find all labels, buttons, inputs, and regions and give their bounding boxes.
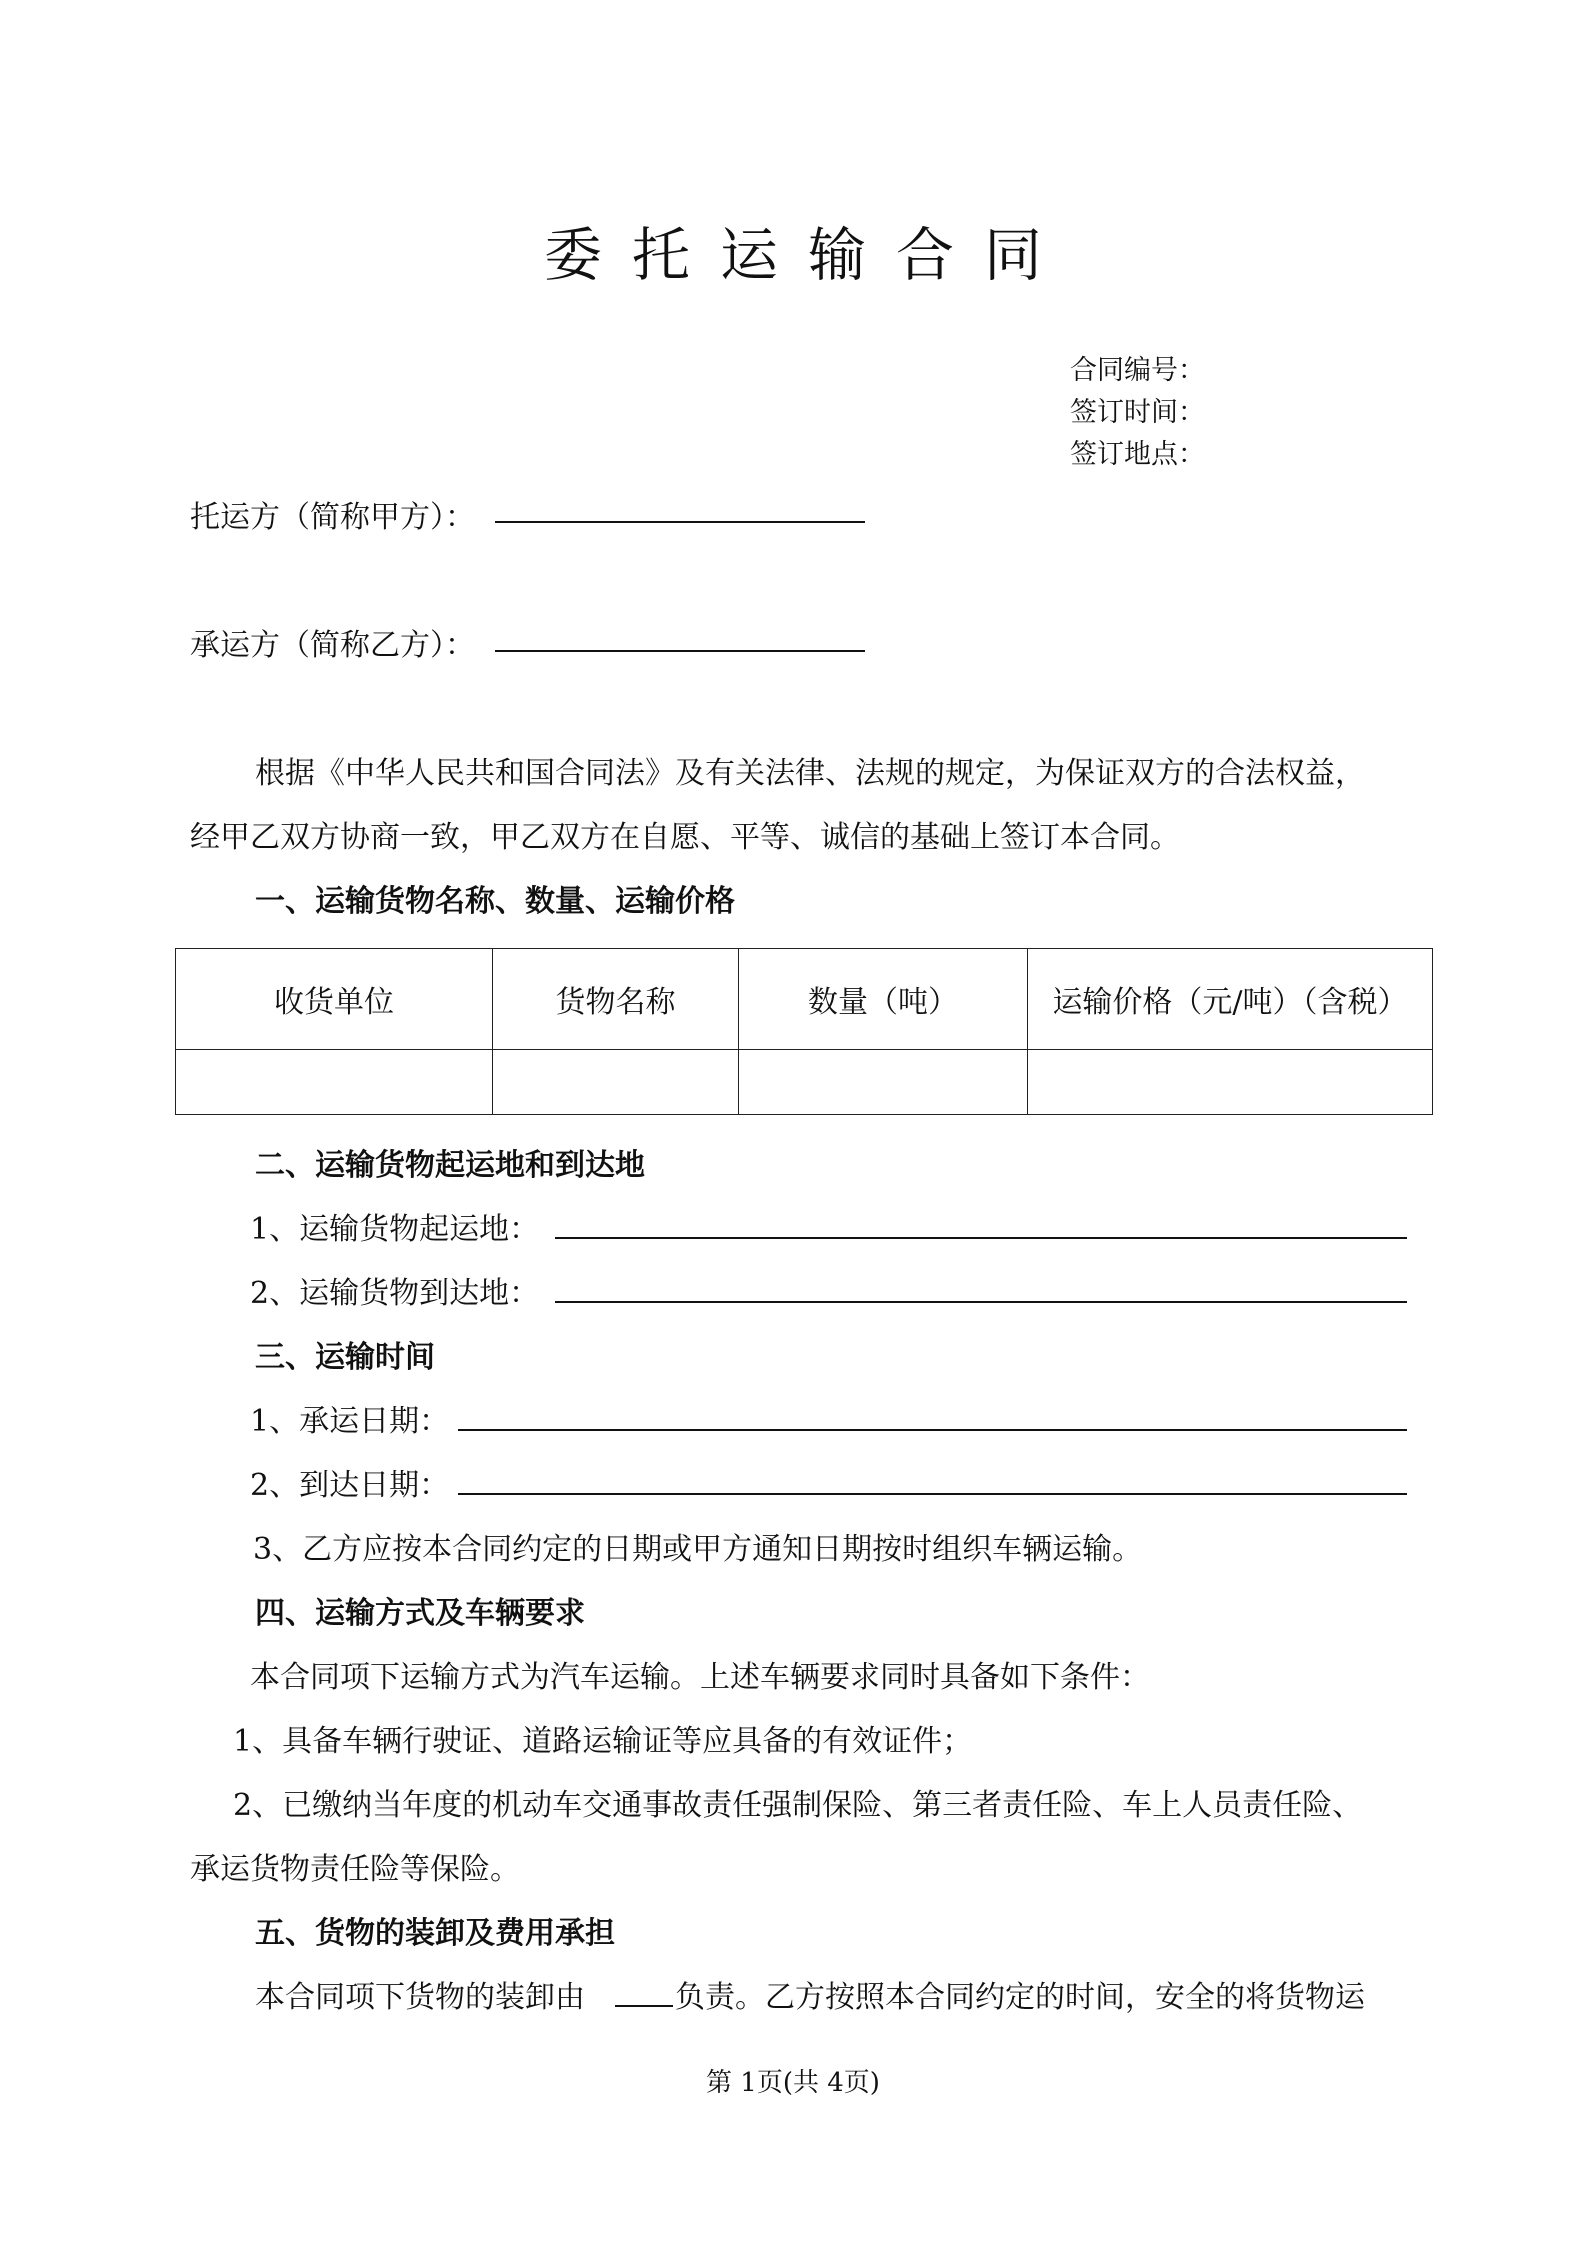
signing-date-label: 签订时间：	[1070, 397, 1205, 428]
header-price: 运输价格（元/吨）（含税）	[1028, 949, 1433, 1050]
cell-goods-name[interactable]	[493, 1050, 739, 1115]
section-1-heading: 一、运输货物名称、数量、运输价格	[255, 884, 735, 919]
page-number: 第 1页(共 4页)	[706, 2068, 880, 2098]
intro-paragraph-line2: 经甲乙双方协商一致，甲乙双方在自愿、平等、诚信的基础上签订本合同。	[190, 820, 1180, 855]
destination-label: 2、运输货物到达地：	[250, 1276, 540, 1311]
cell-price[interactable]	[1028, 1050, 1433, 1115]
intro-paragraph-line1: 根据《中华人民共和国合同法》及有关法律、法规的规定，为保证双方的合法权益，	[255, 756, 1365, 791]
section-5-text-b: 负责。乙方按照本合同约定的时间，安全的将货物运	[675, 1980, 1365, 2015]
header-quantity: 数量（吨）	[739, 949, 1028, 1050]
header-consignee: 收货单位	[176, 949, 493, 1050]
section-4-item-1: 1、具备车辆行驶证、道路运输证等应具备的有效证件；	[233, 1724, 973, 1759]
section-5-heading: 五、货物的装卸及费用承担	[255, 1916, 615, 1951]
section-4-intro: 本合同项下运输方式为汽车运输。上述车辆要求同时具备如下条件：	[250, 1660, 1150, 1695]
party-a-label: 托运方（简称甲方）：	[190, 500, 475, 535]
header-goods-name: 货物名称	[493, 949, 739, 1050]
party-b-blank[interactable]	[495, 650, 865, 652]
cell-quantity[interactable]	[739, 1050, 1028, 1115]
arrival-date-blank[interactable]	[458, 1493, 1407, 1495]
arrival-date-label: 2、到达日期：	[250, 1468, 450, 1503]
origin-blank[interactable]	[555, 1237, 1407, 1239]
carriage-date-blank[interactable]	[458, 1429, 1407, 1431]
origin-label: 1、运输货物起运地：	[250, 1212, 540, 1247]
table-header-row	[176, 949, 1433, 1050]
party-a-blank[interactable]	[495, 521, 865, 523]
table-row	[176, 1050, 1433, 1115]
signing-place-label: 签订地点：	[1070, 439, 1205, 470]
document-title: 委托运输合同	[543, 221, 1072, 289]
section-3-heading: 三、运输时间	[255, 1340, 435, 1375]
contract-number-label: 合同编号：	[1070, 355, 1205, 386]
loading-party-blank[interactable]	[615, 2005, 673, 2007]
carriage-date-label: 1、承运日期：	[250, 1404, 450, 1439]
section-5-text-a: 本合同项下货物的装卸由	[255, 1980, 585, 2015]
section-4-item-2-line2: 承运货物责任险等保险。	[190, 1852, 520, 1887]
section-2-heading: 二、运输货物起运地和到达地	[255, 1148, 645, 1183]
cell-consignee[interactable]	[176, 1050, 493, 1115]
section-3-item-3: 3、乙方应按本合同约定的日期或甲方通知日期按时组织车辆运输。	[253, 1532, 1143, 1567]
section-4-heading: 四、运输方式及车辆要求	[255, 1596, 585, 1631]
cargo-table	[175, 948, 1433, 1115]
party-b-label: 承运方（简称乙方）：	[190, 628, 475, 663]
destination-blank[interactable]	[555, 1301, 1407, 1303]
section-4-item-2-line1: 2、已缴纳当年度的机动车交通事故责任强制保险、第三者责任险、车上人员责任险、	[233, 1788, 1363, 1823]
